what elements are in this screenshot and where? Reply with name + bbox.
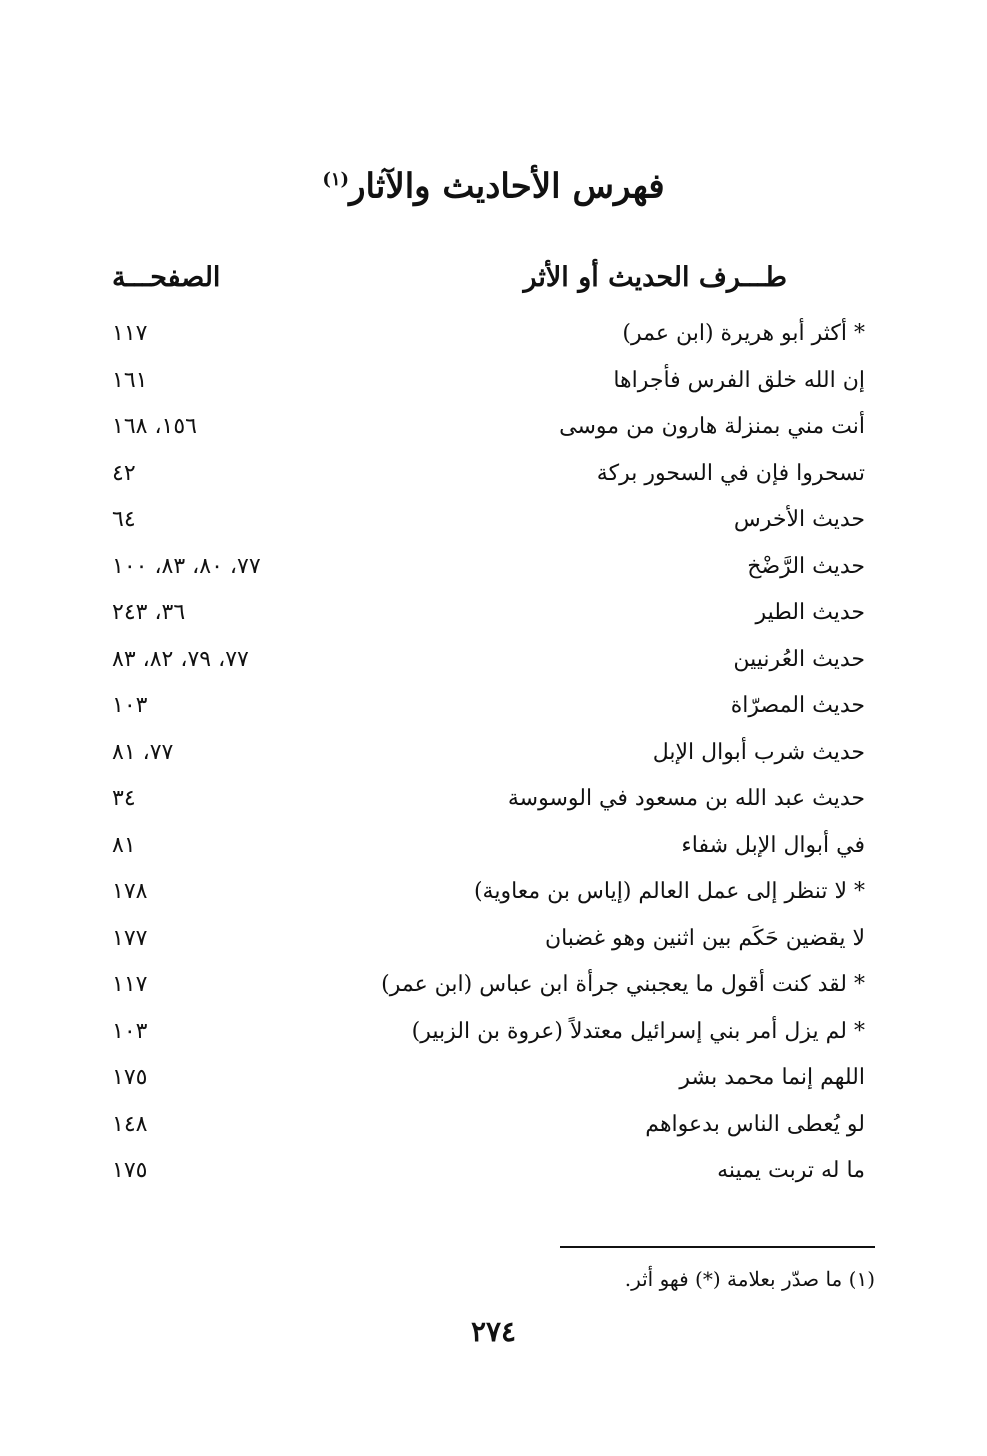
entry-pages: ١٥٦، ١٦٨ (112, 414, 197, 439)
entry-text: لو يُعطى الناس بدعواهم (645, 1111, 865, 1137)
entry-pages: ١٧٧ (112, 925, 148, 951)
footnote-divider (560, 1246, 875, 1248)
entry-pages: ١١٧ (112, 972, 148, 997)
entry-pages: ١٧٥ (112, 1065, 148, 1090)
index-entry (100, 916, 865, 963)
entry-pages: ٤٢ (112, 460, 136, 486)
entry-pages: ١١٧ (112, 321, 148, 346)
entry-pages: ٣٦، ٢٤٣ (112, 600, 186, 625)
index-entry (100, 962, 865, 1009)
entry-text: في أبوال الإبل شفاء (681, 832, 865, 858)
entry-pages: ١٧٥ (112, 1158, 148, 1183)
entry-pages: ٦٤ (112, 507, 136, 532)
entry-text: تسحروا فإن في السحور بركة (596, 460, 865, 486)
index-entries (100, 311, 865, 1195)
index-entry (100, 683, 865, 730)
entry-text: * أكثر أبو هريرة (ابن عمر) (622, 321, 865, 346)
entry-pages: ٧٧، ٨١ (112, 739, 174, 765)
index-entry (100, 590, 865, 637)
index-entry (100, 1102, 865, 1149)
index-entry (100, 311, 865, 358)
entry-text: اللهم إنما محمد بشر (679, 1065, 865, 1090)
index-entry (100, 404, 865, 451)
column-header-page: الصفحـــة (112, 262, 221, 293)
entry-pages: ١٠٣ (112, 693, 148, 718)
page-title (0, 155, 987, 211)
entry-text: لا يقضين حَكَم بين اثنين وهو غضبان (544, 925, 865, 951)
entry-text: حديث الرَّضْخ (747, 553, 865, 579)
index-entry (100, 776, 865, 823)
entry-text: حديث عبد الله بن مسعود في الوسوسة (507, 786, 865, 811)
entry-text: حديث الأخرس (733, 507, 865, 532)
index-entry (100, 730, 865, 777)
entry-pages: ١٧٨ (112, 879, 148, 904)
entry-pages: ٣٤ (112, 786, 136, 811)
entry-text: حديث المصرّاة (730, 693, 865, 718)
index-entry (100, 497, 865, 544)
title-footnote-marker: (١) (322, 169, 350, 190)
entry-pages: ١٤٨ (112, 1111, 148, 1137)
page-title-text: فهرس الأحاديث والآثار (349, 166, 665, 207)
entry-pages: ٧٧، ٨٠، ٨٣، ١٠٠ (112, 553, 261, 579)
entry-text: * لا تنظر إلى عمل العالم (إياس بن معاوية) (473, 879, 865, 904)
entry-text: حديث شرب أبوال الإبل (652, 739, 865, 765)
column-header-hadith: طـــرف الحديث أو الأثر (523, 262, 787, 293)
index-entry (100, 823, 865, 870)
index-entry (100, 869, 865, 916)
entry-text: أنت مني بمنزلة هارون من موسى (559, 414, 865, 439)
entry-pages: ٧٧، ٧٩، ٨٢، ٨٣ (112, 646, 249, 672)
footnote: (١) ما صدّر بعلامة (*) فهو أثر. (624, 1267, 875, 1291)
index-entry (100, 637, 865, 684)
entry-text: ما له تربت يمينه (717, 1158, 865, 1183)
entry-text: إن الله خلق الفرس فأجراها (613, 367, 865, 393)
entry-pages: ٨١ (112, 832, 136, 858)
entry-text: حديث العُرنيين (733, 646, 865, 672)
entry-text: * لم يزل أمر بني إسرائيل معتدلاً (عروة بن الزبير) (411, 1018, 865, 1044)
entry-pages: ١٠٣ (112, 1018, 148, 1044)
entry-text: * لقد كنت أقول ما يعجبني جرأة ابن عباس (ابن عمر) (381, 972, 865, 997)
entry-pages: ١٦١ (112, 367, 148, 393)
index-entry (100, 1148, 865, 1195)
index-entry (100, 1055, 865, 1102)
index-entry (100, 358, 865, 405)
page-number: ٢٧٤ (470, 1315, 517, 1348)
index-entry (100, 544, 865, 591)
index-entry (100, 1009, 865, 1056)
entry-text: حديث الطير (755, 600, 865, 625)
index-entry (100, 451, 865, 498)
